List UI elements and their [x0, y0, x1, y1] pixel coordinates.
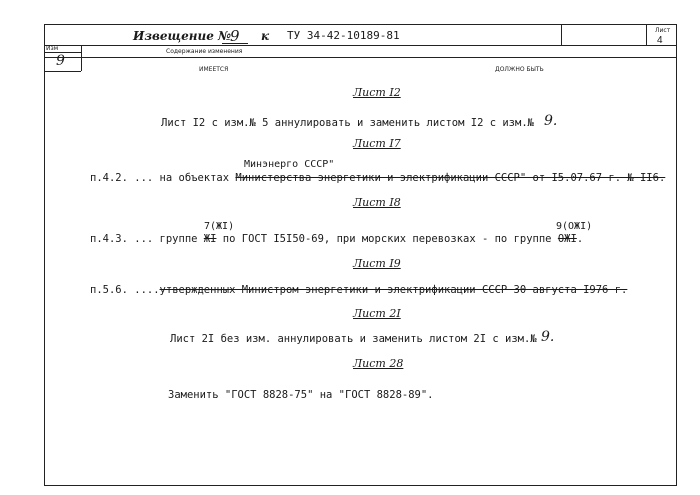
- sheet-19-prefix: п.5.6. ....: [90, 284, 160, 296]
- sheet-18-inserted-sea-group: 9(ОЖI): [556, 221, 593, 232]
- sheet-18-struck-sea-group: ОЖI: [557, 233, 577, 245]
- k-label: к: [261, 29, 270, 43]
- sheet-18-inserted-group: 7(ЖI): [204, 221, 235, 232]
- izveshchenie-number: 9: [230, 27, 240, 45]
- sheet-label: Лист: [655, 27, 671, 34]
- sheet-12-change-number: 9.: [544, 113, 558, 129]
- section-title-sheet-18: Лист I8: [353, 196, 401, 209]
- sheet-17-inserted-text: Минэнерго СССР": [244, 159, 335, 170]
- izveshchenie-label: Извещение №: [133, 29, 232, 43]
- izveshchenie-number-underline: [222, 43, 248, 44]
- izm-label: Изм: [46, 45, 59, 52]
- section-title-sheet-21: Лист 2I: [353, 307, 401, 320]
- sheet-18-prefix: п.4.3. ... группе: [90, 233, 198, 245]
- sheet-28-instruction: Заменить "ГОСТ 8828-75" на "ГОСТ 8828-89".: [168, 389, 434, 401]
- izm-bottom-line: [44, 71, 81, 72]
- sheet-19-paragraph: [90, 284, 627, 296]
- section-title-sheet-19: Лист I9: [353, 257, 401, 270]
- section-title-sheet-12: Лист I2: [353, 86, 401, 99]
- should-be-label: ДОЛЖНО БЫТЬ: [495, 66, 544, 73]
- sheet-number-divider: [646, 24, 647, 45]
- sheet-18-struck-group: ЖI: [203, 233, 217, 245]
- tu-number: ТУ 34-42-10189-81: [287, 29, 400, 42]
- section-title-sheet-28: Лист 28: [353, 357, 404, 370]
- sheet-19-struck-text: утвержденных Министром энергетики и электрификации СССР 30 августа I976 г.: [159, 284, 628, 296]
- header-divider: [44, 45, 677, 46]
- sheet-21-change-number: 9.: [541, 329, 555, 345]
- sheet-18-end: .: [576, 233, 584, 245]
- sheet-17-struck-text: Министерства энергетики и электрификации СССР" от I5.07.67 г. № II6.: [235, 172, 666, 184]
- contents-label: Содержание изменения: [166, 48, 243, 55]
- sheet-12-instruction: Лист I2 с изм.№ 5 аннулировать и заменить листом I2 с изм.№: [161, 117, 534, 129]
- has-label: ИМЕЕТСЯ: [199, 66, 229, 73]
- sheet-number: 4: [657, 35, 663, 46]
- sheet-column-divider: [561, 24, 562, 45]
- section-title-sheet-17: Лист I7: [353, 137, 401, 150]
- sheet-17-paragraph: [90, 172, 665, 184]
- subheader-divider: [44, 57, 677, 58]
- sheet-17-prefix: п.4.2. ... на объектах: [90, 172, 230, 184]
- izm-column-divider: [81, 45, 82, 71]
- sheet-18-middle: по ГОСТ I5I50-69, при морских перевозках - по группе: [222, 233, 552, 245]
- sheet-21-instruction: Лист 2I без изм. аннулировать и заменить листом 2I с изм.№: [170, 333, 537, 345]
- izm-value: 9: [56, 53, 65, 69]
- sheet-18-paragraph: [90, 233, 583, 245]
